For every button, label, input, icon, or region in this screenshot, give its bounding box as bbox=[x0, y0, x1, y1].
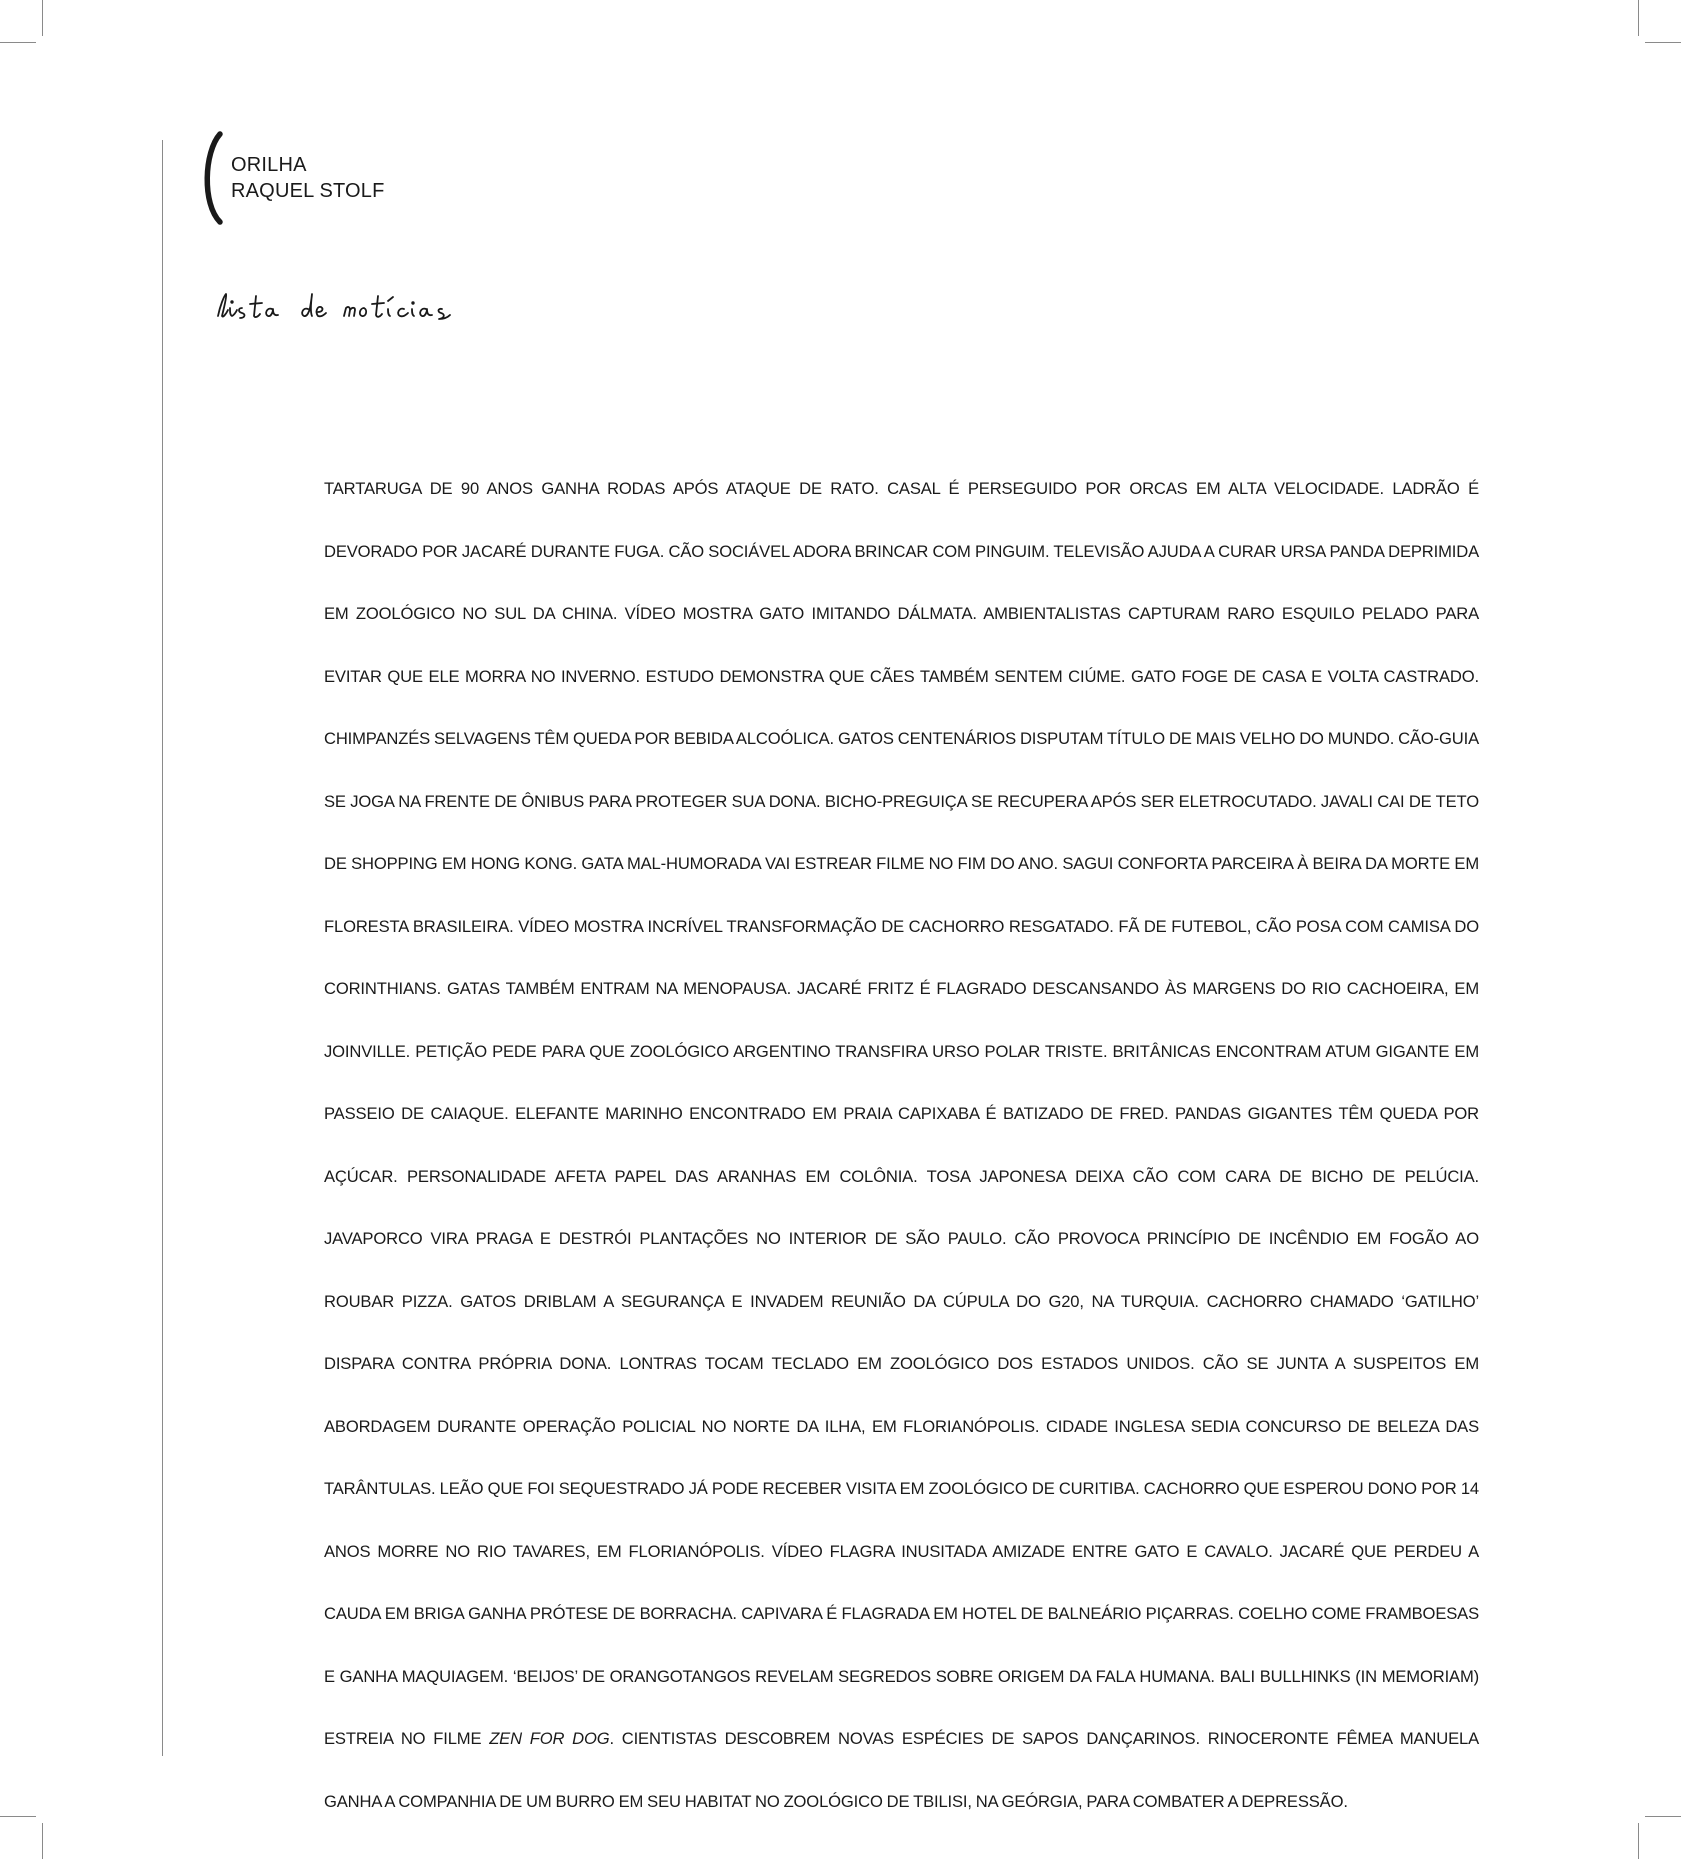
collection-title: ORILHA bbox=[231, 154, 307, 176]
author-name: RAQUEL STOLF bbox=[231, 180, 385, 202]
crop-mark-top-left-vertical bbox=[42, 0, 43, 36]
news-text-part-2: . CIENTISTAS DESCOBREM NOVAS ESPÉCIES DE SAPOS DANÇARINOS. RINOCERONTE FÊMEA MANUELA GANHA A COMPANHIA DE UM BURRO EM SEU HABITAT NO ZOOLÓGICO DE TBILISI, NA GEÓRGIA, PARA COMBATER A DEPRESSÃO. bbox=[324, 1729, 1479, 1811]
crop-mark-bottom-left-horizontal bbox=[0, 1816, 36, 1817]
header-block bbox=[196, 130, 456, 230]
crop-mark-bottom-right-vertical bbox=[1638, 1823, 1639, 1859]
crop-mark-top-left-horizontal bbox=[0, 42, 36, 43]
crop-mark-bottom-left-vertical bbox=[42, 1823, 43, 1859]
film-title: ZEN FOR DOG bbox=[489, 1729, 610, 1748]
news-list-paragraph bbox=[324, 458, 1479, 1833]
crop-mark-top-right-vertical bbox=[1638, 0, 1639, 36]
handwritten-title-drawing bbox=[212, 282, 512, 332]
crop-mark-top-right-horizontal bbox=[1645, 42, 1681, 43]
news-text-part-1: TARTARUGA DE 90 ANOS GANHA RODAS APÓS ATAQUE DE RATO. CASAL É PERSEGUIDO POR ORCAS EM ALTA VELOCIDADE. LADRÃO É DEVORADO POR JACARÉ DURANTE FUGA. CÃO SOCIÁVEL ADORA BRINCAR COM PINGUIM. TELEVISÃO AJUDA A CURAR URSA PANDA DEPRIMIDA EM ZOOLÓGICO NO SUL DA CHINA. VÍDEO MOSTRA GATO IMITANDO DÁLMATA. AMBIENTALISTAS CAPTURAM RARO ESQUILO PELADO PARA EVITAR QUE ELE MORRA NO INVERNO. ESTUDO DEMONSTRA QUE CÃES TAMBÉM SENTEM CIÚME. GATO FOGE DE CASA E VOLTA CASTRADO. CHIMPANZÉS SELVAGENS TÊM QUEDA POR BEBIDA ALCOÓLICA. GATOS CENTENÁRIOS DISPUTAM TÍTULO DE MAIS VELHO DO MUNDO. CÃO-GUIA SE JOGA NA FRENTE DE ÔNIBUS PARA PROTEGER SUA DONA. BICHO-PREGUIÇA SE RECUPERA APÓS SER ELETROCUTADO. JAVALI CAI DE TETO DE SHOPPING EM HONG KONG. GATA MAL-HUMORADA VAI ESTREAR FILME NO FIM DO ANO. SAGUI CONFORTA PARCEIRA À BEIRA DA MORTE EM FLORESTA BRASILEIRA. VÍDEO MOSTRA INCRÍVEL TRANSFORMAÇÃO DE CACHORRO RESGATADO. FÃ DE FUTEBOL, CÃO POSA COM CAMISA DO CORINTHIANS. GATAS TAMBÉM ENTRAM NA MENOPAUSA. JACARÉ FRITZ É FLAGRADO DESCANSANDO ÀS MARGENS DO RIO CACHOEIRA, EM JOINVILLE. PETIÇÃO PEDE PARA QUE ZOOLÓGICO ARGENTINO TRANSFIRA URSO POLAR TRISTE. BRITÂNICAS ENCONTRAM ATUM GIGANTE EM PASSEIO DE CAIAQUE. ELEFANTE MARINHO ENCONTRADO EM PRAIA CAPIXABA É BATIZADO DE FRED. PANDAS GIGANTES TÊM QUEDA POR AÇÚCAR. PERSONALIDADE AFETA PAPEL DAS ARANHAS EM COLÔNIA. TOSA JAPONESA DEIXA CÃO COM CARA DE BICHO DE PELÚCIA. JAVAPORCO VIRA PRAGA E DESTRÓI PLANTAÇÕES NO INTERIOR DE SÃO PAULO. CÃO PROVOCA PRINCÍPIO DE INCÊNDIO EM FOGÃO AO ROUBAR PIZZA. GATOS DRIBLAM A SEGURANÇA E INVADEM REUNIÃO DA CÚPULA DO G20, NA TURQUIA. CACHORRO CHAMADO ‘GATILHO’ DISPARA CONTRA PRÓPRIA DONA. LONTRAS TOCAM TECLADO EM ZOOLÓGICO DOS ESTADOS UNIDOS. CÃO SE JUNTA A SUSPEITOS EM ABORDAGEM DURANTE OPERAÇÃO POLICIAL NO NORTE DA ILHA, EM FLORIANÓPOLIS. CIDADE INGLESA SEDIA CONCURSO DE BELEZA DAS TARÂNTULAS. LEÃO QUE FOI SEQUESTRADO JÁ PODE RECEBER VISITA EM ZOOLÓGICO DE CURITIBA. CACHORRO QUE ESPEROU DONO POR 14 ANOS MORRE NO RIO TAVARES, EM FLORIANÓPOLIS. VÍDEO FLAGRA INUSITADA AMIZADE ENTRE GATO E CAVALO. JACARÉ QUE PERDEU A CAUDA EM BRIGA GANHA PRÓTESE DE BORRACHA. CAPIVARA É FLAGRADA EM HOTEL DE BALNEÁRIO PIÇARRAS. COELHO COME FRAMBOESAS E GANHA MAQUIAGEM. ‘BEIJOS’ DE ORANGOTANGOS REVELAM SEGREDOS SOBRE ORIGEM DA FALA HUMANA. BALI BULLHINKS (IN MEMORIAM) ESTREIA NO FILME bbox=[324, 479, 1479, 1748]
crop-mark-bottom-right-horizontal bbox=[1645, 1816, 1681, 1817]
header-lines bbox=[231, 152, 385, 204]
open-parenthesis-icon bbox=[196, 130, 226, 226]
handwritten-title bbox=[212, 282, 512, 332]
margin-rule bbox=[162, 140, 163, 1756]
